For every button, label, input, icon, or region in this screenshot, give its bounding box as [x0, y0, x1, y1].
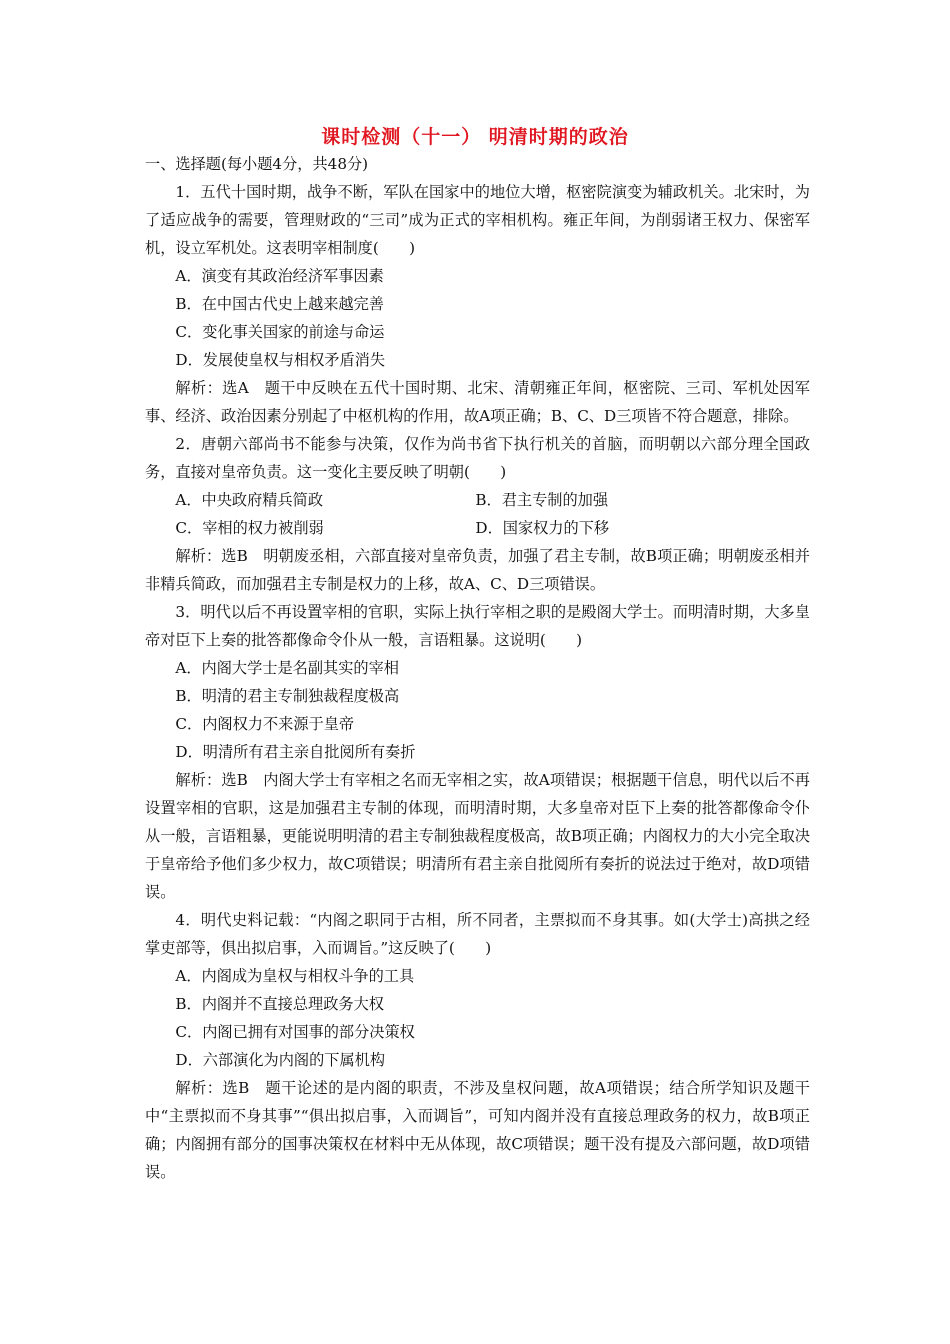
question-4-option-b: B．内阁并不直接总理政务大权 [175, 995, 384, 1013]
question-3-option-b: B．明清的君主专制独裁程度极高 [175, 687, 400, 705]
page-title: 课时检测（十一） 明清时期的政治 [321, 126, 629, 148]
question-4-stem: 4．明代史料记载：“内阁之职同于古相，所不同者，主票拟而不身其事。如(大学士)高拱之经掌吏部等，俱出拟启事，入而调旨。”这反映了( ) [145, 911, 810, 957]
question-4-option-d: D．六部演化为内阁的下属机构 [175, 1051, 386, 1069]
question-2-option-a: A．中央政府精兵简政 [175, 491, 324, 509]
question-2-options-row-1 [145, 486, 810, 514]
question-2-option-c: C．宰相的权力被削弱 [175, 519, 324, 537]
question-3-analysis: 解析：选B 内阁大学士有宰相之名而无宰相之实，故A项错误；根据题干信息，明代以后不再设置宰相的官职，这是加强君主专制的体现，而明清时期，大多皇帝对臣下上奏的批答都像命令仆从一般，言语粗暴，更能说明明清的君主专制独裁程度极高，故B项正确；内阁权力的大小完全取决于皇帝给予他们多少权力，故C项错误；明清所有君主亲自批阅所有奏折的说法过于绝对，故D项错误。 [145, 771, 810, 901]
section-heading: 一、选择题(每小题4分，共48分) [145, 155, 369, 173]
question-3-option-a: A．内阁大学士是名副其实的宰相 [175, 659, 399, 677]
question-4-analysis: 解析：选B 题干论述的是内阁的职责，不涉及皇权问题，故A项错误；结合所学知识及题干中“主票拟而不身其事”“俱出拟启事，入而调旨”，可知内阁并没有直接总理政务的权力，故B项正确；内阁拥有部分的国事决策权在材料中无从体现，故C项错误；题干没有提及六部问题，故D项错误。 [145, 1079, 810, 1181]
question-1-option-b: B．在中国古代史上越来越完善 [175, 295, 384, 313]
question-1-analysis: 解析：选A 题干中反映在五代十国时期、北宋、清朝雍正年间，枢密院、三司、军机处因军事、经济、政治因素分别起了中枢机构的作用，故A项正确；B、C、D三项皆不符合题意，排除。 [145, 379, 810, 425]
question-1-stem: 1．五代十国时期，战争不断，军队在国家中的地位大增，枢密院演变为辅政机关。北宋时，为了适应战争的需要，管理财政的“三司”成为正式的宰相机构。雍正年间，为削弱诸王权力、保密军机，设立军机处。这表明宰相制度( ) [145, 183, 810, 257]
question-3-option-c: C．内阁权力不来源于皇帝 [175, 715, 355, 733]
question-2-option-d: D．国家权力的下移 [475, 519, 610, 537]
document-body [145, 150, 810, 1186]
question-1-option-d: D．发展使皇权与相权矛盾消失 [175, 351, 386, 369]
question-2-analysis: 解析：选B 明朝废丞相，六部直接对皇帝负责，加强了君主专制，故B项正确；明朝废丞相并非精兵简政，而加强君主专制是权力的上移，故A、C、D三项错误。 [145, 547, 810, 593]
question-1-option-c: C．变化事关国家的前途与命运 [175, 323, 385, 341]
question-2-stem: 2．唐朝六部尚书不能参与决策，仅作为尚书省下执行机关的首脑，而明朝以六部分理全国政务，直接对皇帝负责。这一变化主要反映了明朝( ) [145, 435, 810, 481]
question-4-option-c: C．内阁已拥有对国事的部分决策权 [175, 1023, 415, 1041]
question-3-option-d: D．明清所有君主亲自批阅所有奏折 [175, 743, 416, 761]
question-2-options-row-2 [145, 514, 810, 542]
question-1-option-a: A．演变有其政治经济军事因素 [175, 267, 384, 285]
question-3-stem: 3．明代以后不再设置宰相的官职，实际上执行宰相之职的是殿阁大学士。而明清时期，大多皇帝对臣下上奏的批答都像命令仆从一般，言语粗暴。这说明( ) [145, 603, 810, 649]
question-2-option-b: B．君主专制的加强 [475, 491, 609, 509]
question-4-option-a: A．内阁成为皇权与相权斗争的工具 [175, 967, 415, 985]
